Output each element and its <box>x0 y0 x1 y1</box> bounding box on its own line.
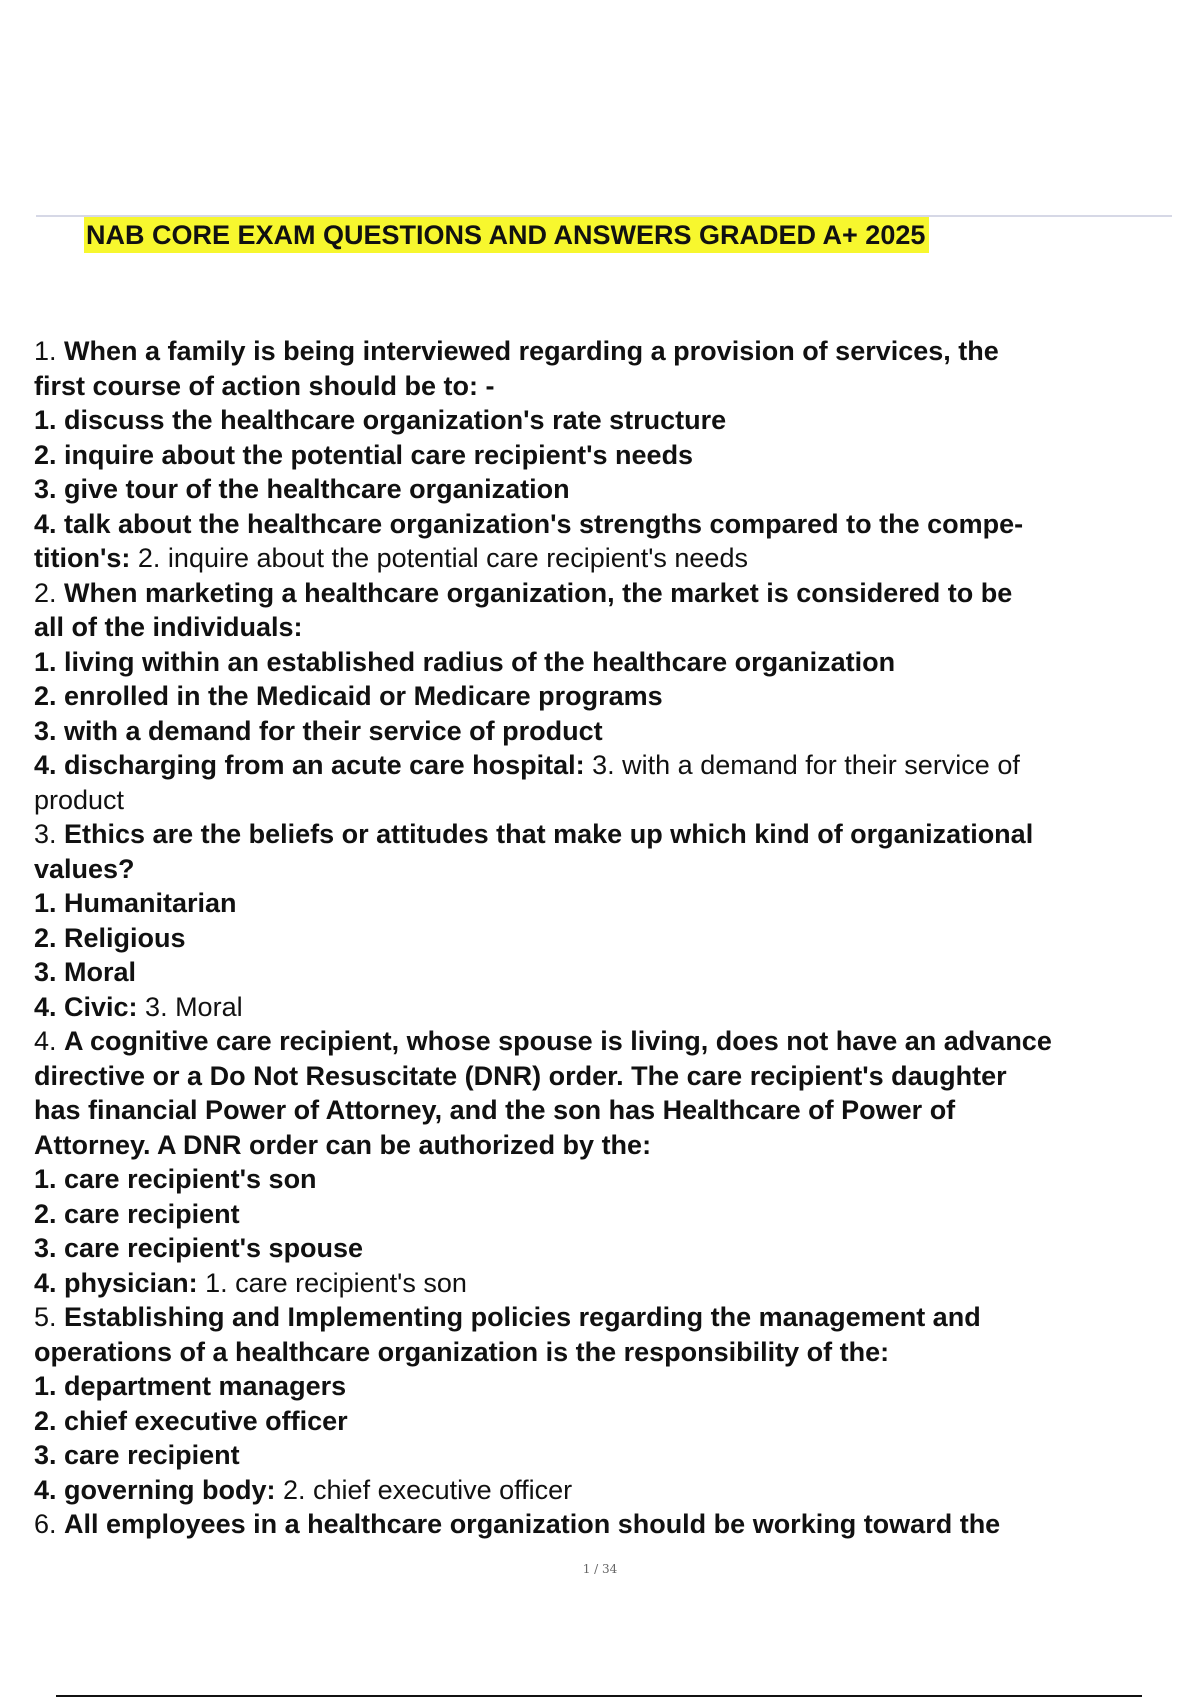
text-line <box>34 1128 1174 1163</box>
answer-option: 4. talk about the healthcare organization's strengths compared to the compe- <box>34 508 1024 539</box>
text-line <box>34 1438 1174 1473</box>
text-line <box>34 1507 1174 1542</box>
answer-option: 1. care recipient's son <box>34 1164 317 1194</box>
correct-answer: product <box>34 784 125 815</box>
text-line <box>34 1266 1174 1301</box>
text-line <box>34 610 1174 645</box>
answer-option: tition's: <box>34 543 138 573</box>
text-line <box>34 1404 1174 1439</box>
document-title: NAB CORE EXAM QUESTIONS AND ANSWERS GRADED A+ 2025 <box>84 217 929 253</box>
text-line <box>34 1335 1174 1370</box>
answer-option: 3. care recipient's spouse <box>34 1233 364 1263</box>
text-line <box>34 817 1174 852</box>
question-text: has financial Power of Attorney, and the son has Healthcare of Power of <box>34 1095 956 1125</box>
text-line <box>34 369 1174 404</box>
answer-option: 3. with a demand for their service of product <box>34 715 603 746</box>
text-line <box>34 955 1174 990</box>
text-line <box>34 1300 1174 1335</box>
text-line <box>34 1024 1174 1059</box>
question-number: 3. <box>34 819 65 849</box>
text-line <box>34 783 1174 818</box>
text-line <box>34 576 1174 611</box>
text-line <box>34 1369 1174 1404</box>
footer-divider <box>56 1695 1142 1697</box>
question-text: all of the individuals: <box>34 612 303 642</box>
text-line <box>34 679 1174 714</box>
question-text: operations of a healthcare organization is the responsibility of the: <box>34 1336 890 1367</box>
text-line <box>34 1473 1174 1508</box>
text-line <box>34 403 1174 438</box>
answer-option: 2. inquire about the potential care recipient's needs <box>34 439 694 470</box>
question-text: All employees in a healthcare organization should be working toward the <box>64 1509 1001 1539</box>
question-text: values? <box>34 853 135 884</box>
answer-option: 3. Moral <box>34 957 137 987</box>
answer-option: 2. enrolled in the Medicaid or Medicare programs <box>34 681 663 711</box>
question-text: Ethics are the beliefs or attitudes that make up which kind of organizational <box>64 819 1034 849</box>
correct-answer: 1. care recipient's son <box>205 1267 467 1298</box>
correct-answer: 2. chief executive officer <box>283 1474 573 1505</box>
answer-option: 3. care recipient <box>34 1440 240 1470</box>
correct-answer: 2. inquire about the potential care recipient's needs <box>137 543 748 573</box>
answer-option: 2. chief executive officer <box>34 1405 348 1436</box>
text-line <box>34 852 1174 887</box>
question-text: Attorney. A DNR order can be authorized by the: <box>34 1129 652 1160</box>
text-line <box>34 1197 1174 1232</box>
question-text: When marketing a healthcare organization, the market is considered to be <box>64 577 1013 608</box>
answer-option: 2. care recipient <box>34 1198 240 1229</box>
answer-option: 1. discuss the healthcare organization's rate structure <box>34 405 727 435</box>
answer-option: 1. living within an established radius of the healthcare organization <box>34 646 896 677</box>
text-line <box>34 990 1174 1025</box>
question-text: When a family is being interviewed regarding a provision of services, the <box>64 336 999 366</box>
text-line <box>34 714 1174 749</box>
text-line <box>34 921 1174 956</box>
question-number: 1. <box>34 336 65 366</box>
question-text: directive or a Do Not Resuscitate (DNR) order. The care recipient's daughter <box>34 1060 1007 1091</box>
answer-option: 4. discharging from an acute care hospital: <box>34 750 593 780</box>
question-number: 2. <box>34 577 65 608</box>
question-text: Establishing and Implementing policies regarding the management and <box>64 1302 981 1332</box>
text-line <box>34 1231 1174 1266</box>
document-title-block <box>84 217 929 253</box>
answer-option: 1. Humanitarian <box>34 888 237 918</box>
answer-option: 2. Religious <box>34 922 186 953</box>
question-text: first course of action should be to: - <box>34 370 495 401</box>
text-line <box>34 886 1174 921</box>
question-number: 6. <box>34 1509 65 1539</box>
text-line <box>34 472 1174 507</box>
question-text: A cognitive care recipient, whose spouse is living, does not have an advance <box>64 1026 1052 1056</box>
question-number: 4. <box>34 1026 65 1056</box>
text-line <box>34 748 1174 783</box>
question-number: 5. <box>34 1302 65 1332</box>
answer-option: 4. physician: <box>34 1267 206 1298</box>
question-list <box>34 334 1174 1542</box>
text-line <box>34 507 1174 542</box>
correct-answer: 3. with a demand for their service of <box>592 750 1020 780</box>
text-line <box>34 645 1174 680</box>
answer-option: 4. governing body: <box>34 1474 284 1505</box>
text-line <box>34 334 1174 369</box>
answer-option: 3. give tour of the healthcare organization <box>34 474 570 504</box>
text-line <box>34 1059 1174 1094</box>
answer-option: 1. department managers <box>34 1371 347 1401</box>
text-line <box>34 541 1174 576</box>
answer-option: 4. Civic: <box>34 991 146 1022</box>
page-number: 1 / 34 <box>582 1562 618 1576</box>
text-line <box>34 438 1174 473</box>
text-line <box>34 1162 1174 1197</box>
text-line <box>34 1093 1174 1128</box>
correct-answer: 3. Moral <box>145 991 243 1022</box>
